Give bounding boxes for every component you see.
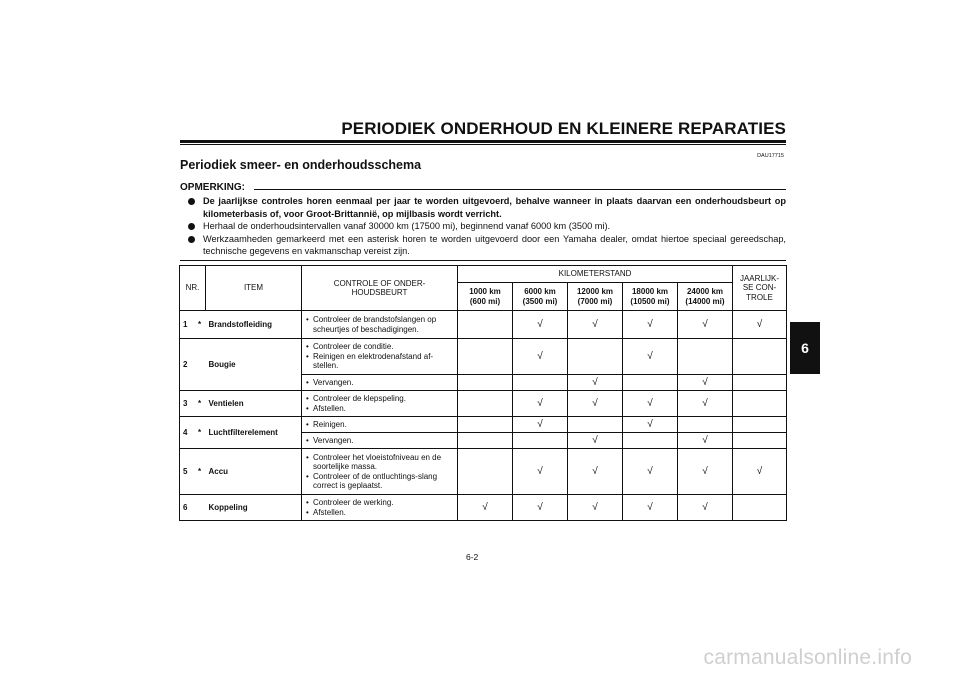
tick-cell: √ bbox=[623, 449, 678, 495]
check-line: • Afstellen. bbox=[306, 508, 454, 518]
tick-cell bbox=[623, 433, 678, 449]
check-line: • Controleer de klepspeling. bbox=[306, 394, 454, 404]
row-item: Bougie bbox=[206, 339, 302, 391]
row-item: Brandstofleiding bbox=[206, 311, 302, 339]
row-nr: 3 bbox=[180, 391, 194, 417]
row-check bbox=[302, 433, 458, 449]
row-asterisk: * bbox=[194, 417, 206, 449]
header-rule-thin bbox=[180, 144, 786, 145]
tick-cell bbox=[678, 417, 733, 433]
header-check-text: CONTROLE OF ONDER-HOUDSBEURT bbox=[333, 278, 426, 297]
watermark: carmanualsonline.info bbox=[703, 646, 912, 669]
tick-cell bbox=[733, 495, 787, 521]
bullet-icon bbox=[188, 198, 195, 205]
page-title: PERIODIEK ONDERHOUD EN KLEINERE REPARATIES bbox=[341, 119, 786, 138]
page-number: 6-2 bbox=[466, 552, 479, 562]
row-item: Koppeling bbox=[206, 495, 302, 521]
row-item: Luchtfilterelement bbox=[206, 417, 302, 449]
row-item: Ventielen bbox=[206, 391, 302, 417]
tick-cell bbox=[513, 433, 568, 449]
chapter-tab: 6 bbox=[790, 322, 820, 374]
tick-cell bbox=[458, 417, 513, 433]
header-km-24000: 24000 km (14000 mi) bbox=[678, 283, 733, 311]
document-code: DAU17715 bbox=[757, 153, 784, 159]
tick-cell bbox=[568, 417, 623, 433]
row-nr: 1 bbox=[180, 311, 194, 339]
tick-cell: √ bbox=[568, 449, 623, 495]
row-nr: 4 bbox=[180, 417, 194, 449]
tick-cell: √ bbox=[513, 391, 568, 417]
row-item: Accu bbox=[206, 449, 302, 495]
tick-cell: √ bbox=[678, 391, 733, 417]
header-km-1000: 1000 km (600 mi) bbox=[458, 283, 513, 311]
row-asterisk: * bbox=[194, 449, 206, 495]
tick-cell: √ bbox=[623, 391, 678, 417]
tick-cell: √ bbox=[623, 417, 678, 433]
table-row bbox=[180, 495, 787, 521]
tick-cell: √ bbox=[513, 311, 568, 339]
header-check bbox=[302, 266, 458, 311]
row-check bbox=[302, 311, 458, 339]
header-km-group: KILOMETERSTAND bbox=[458, 266, 733, 283]
row-check bbox=[302, 449, 458, 495]
header-item: ITEM bbox=[206, 266, 302, 311]
tick-cell: √ bbox=[513, 339, 568, 375]
tick-cell: √ bbox=[623, 339, 678, 375]
tick-cell: √ bbox=[678, 433, 733, 449]
note-text: De jaarlijkse controles horen eenmaal per jaar te worden uitgevoerd, behalve wanneer in plaats daarvan een onderhoudsbeurt op kilometerbasis of, voor Groot-Brittannië, op mijlbasis wordt verricht. bbox=[203, 196, 786, 219]
check-line: • Afstellen. bbox=[306, 404, 454, 414]
table-row bbox=[180, 449, 787, 495]
tick-cell: √ bbox=[513, 449, 568, 495]
table-row bbox=[180, 311, 787, 339]
row-nr: 2 bbox=[180, 339, 194, 391]
tick-cell: √ bbox=[733, 311, 787, 339]
row-nr: 6 bbox=[180, 495, 194, 521]
check-line: • Controleer de werking. bbox=[306, 498, 454, 508]
row-asterisk bbox=[194, 495, 206, 521]
tick-cell: √ bbox=[568, 311, 623, 339]
bullet-icon bbox=[188, 236, 195, 243]
tick-cell bbox=[513, 375, 568, 391]
notes-bottom-rule bbox=[180, 260, 786, 261]
tick-cell bbox=[458, 339, 513, 375]
tick-cell: √ bbox=[458, 495, 513, 521]
tick-cell: √ bbox=[678, 375, 733, 391]
row-check bbox=[302, 391, 458, 417]
check-line: • Reinigen. bbox=[306, 420, 454, 430]
tick-cell: √ bbox=[678, 449, 733, 495]
check-line: • Vervangen. bbox=[306, 436, 454, 446]
tick-cell: √ bbox=[568, 391, 623, 417]
header-km-12000: 12000 km (7000 mi) bbox=[568, 283, 623, 311]
header-nr: NR. bbox=[180, 266, 206, 311]
tick-cell: √ bbox=[623, 311, 678, 339]
header-rule bbox=[180, 140, 786, 143]
tick-cell: √ bbox=[568, 495, 623, 521]
table-row bbox=[180, 339, 787, 375]
tick-cell: √ bbox=[513, 417, 568, 433]
tick-cell: √ bbox=[568, 375, 623, 391]
tick-cell bbox=[733, 433, 787, 449]
row-asterisk: * bbox=[194, 391, 206, 417]
tick-cell bbox=[733, 417, 787, 433]
notes-list bbox=[188, 195, 786, 258]
note-item bbox=[188, 220, 786, 233]
check-line: • Reinigen en elektrodenafstand af-stellen. bbox=[306, 352, 454, 371]
row-asterisk: * bbox=[194, 311, 206, 339]
section-heading: Periodiek smeer- en onderhoudsschema bbox=[180, 158, 422, 172]
tick-cell bbox=[733, 375, 787, 391]
tick-cell bbox=[458, 433, 513, 449]
note-item bbox=[188, 233, 786, 258]
tick-cell: √ bbox=[568, 433, 623, 449]
row-nr: 5 bbox=[180, 449, 194, 495]
row-check bbox=[302, 417, 458, 433]
tick-cell bbox=[733, 339, 787, 375]
note-item bbox=[188, 195, 786, 220]
header-km-18000: 18000 km (10500 mi) bbox=[623, 283, 678, 311]
note-label: OPMERKING: bbox=[180, 182, 245, 193]
tick-cell bbox=[458, 311, 513, 339]
tick-cell: √ bbox=[513, 495, 568, 521]
tick-cell: √ bbox=[733, 449, 787, 495]
header-annual: JAARLIJK-SE CON-TROLE bbox=[733, 266, 787, 311]
header-km-6000: 6000 km (3500 mi) bbox=[513, 283, 568, 311]
check-line: • Controleer de conditie. bbox=[306, 342, 454, 352]
tick-cell bbox=[623, 375, 678, 391]
maintenance-schedule-table bbox=[179, 265, 787, 521]
check-line: • Vervangen. bbox=[306, 378, 454, 388]
tick-cell bbox=[568, 339, 623, 375]
tick-cell bbox=[678, 339, 733, 375]
tick-cell bbox=[458, 449, 513, 495]
tick-cell: √ bbox=[678, 495, 733, 521]
note-text: Herhaal de onderhoudsintervallen vanaf 30000 km (17500 mi), beginnend vanaf 6000 km (3500 mi). bbox=[203, 221, 611, 231]
check-line: • Controleer de brandstofslangen op scheurtjes of beschadigingen. bbox=[306, 315, 454, 334]
bullet-icon bbox=[188, 223, 195, 230]
tick-cell bbox=[458, 375, 513, 391]
check-line: • Controleer het vloeistofniveau en de soortelijke massa. bbox=[306, 453, 454, 472]
row-asterisk bbox=[194, 339, 206, 391]
table-row bbox=[180, 391, 787, 417]
table-row bbox=[180, 417, 787, 433]
row-check bbox=[302, 375, 458, 391]
row-check bbox=[302, 339, 458, 375]
row-check bbox=[302, 495, 458, 521]
tick-cell: √ bbox=[678, 311, 733, 339]
check-line: • Controleer of de ontluchtings-slang correct is geplaatst. bbox=[306, 472, 454, 491]
tick-cell bbox=[458, 391, 513, 417]
tick-cell bbox=[733, 391, 787, 417]
note-rule bbox=[254, 189, 786, 190]
note-text: Werkzaamheden gemarkeerd met een asterisk horen te worden uitgevoerd door een Yamaha dealer, omdat hiertoe speciaal gereedschap, technische gegevens en vakmanschap vereist zijn. bbox=[203, 233, 786, 256]
tick-cell: √ bbox=[623, 495, 678, 521]
